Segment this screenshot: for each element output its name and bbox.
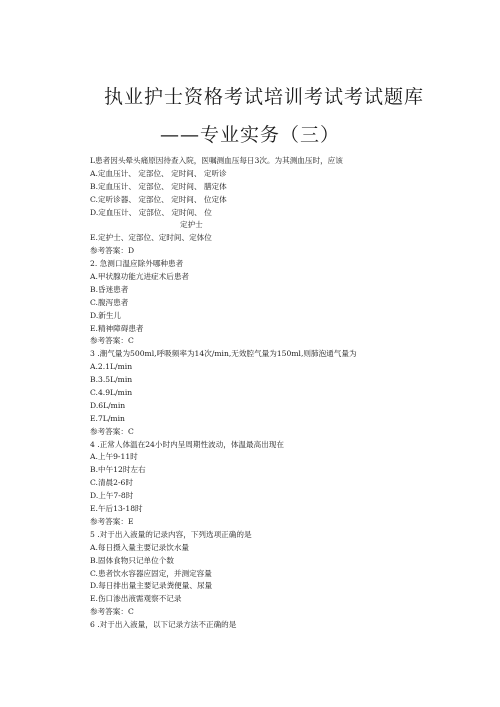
text-line: E.伤口渗出液需观察不记录: [90, 594, 182, 604]
text-line: A.上午9-11时: [90, 452, 138, 462]
answer-line: 参考答案：C: [90, 336, 134, 346]
text-line: E.午后13-18时: [90, 504, 143, 514]
text-line: E.定护士、定部位、定时间、定体位: [90, 233, 212, 243]
text-line: B.3.5L/min: [90, 375, 133, 385]
text-line: A.定血压计、 定部位、 定时间、 定听诊: [90, 168, 227, 178]
text-line: C.定听诊器、 定部位、 定时间、 位定体: [90, 194, 227, 204]
text-line: L患者因头晕头痛原因待查入院，医嘱测血压每日3次。为其测血压时，应该: [90, 156, 343, 165]
page-subtitle: ——专业实务（三）: [159, 124, 340, 146]
question-list: [90, 155, 485, 632]
text-line: C.患者饮水容器应固定，并测定容量: [90, 568, 212, 578]
text-line: B.昏迷患者: [90, 284, 129, 294]
question-line: 3 .潮气量为500ml,呼吸频率为14次/min,无效腔气量为150ml,则肺泡通气量为: [90, 349, 357, 359]
answer-line: 参考答案：C: [90, 426, 134, 436]
answer-line: 参考答案：D: [90, 246, 135, 256]
answer-line: 参考答案：E: [90, 516, 134, 526]
text-line: A.每日摄入量主要记录饮水量: [90, 542, 190, 552]
text-line: E.精神障碍患者: [90, 323, 144, 333]
question-line: 6 .对于出入液量，以下记录方法不正确的是: [90, 620, 237, 630]
answer-line: 参考答案：C: [90, 607, 134, 617]
text-line: A.2.1L/min: [90, 362, 133, 372]
question-line: 2. 急测口温应除外哪种患者: [90, 259, 184, 269]
text-line: E.7L/min: [90, 413, 125, 423]
text-line: D.每日排出量主要记录粪便量、尿量: [90, 581, 213, 591]
text-line: D.6L/min: [90, 400, 126, 410]
text-line: D.上午7-8时: [90, 491, 134, 501]
question-line: 4 .正常人体温在24小时内呈周期性波动，体温最高出现在: [90, 439, 284, 449]
page-title: 执业护士资格考试培训考试考试题库: [103, 86, 424, 108]
text-line: D.新生儿: [90, 310, 122, 320]
text-line: C.腹泻患者: [90, 297, 129, 307]
text-line: B.固体食物只记单位个数: [90, 555, 174, 565]
text-line: B.中午12时左右: [90, 465, 146, 475]
text-line: A.甲状腺功能亢进症术后患者: [90, 272, 190, 282]
text-line: D.定血压计、 定部位、 定时间、 位: [90, 207, 212, 217]
text-line: B.定血压计、 定部位、 定时间、 膳定体: [90, 181, 227, 191]
text-line: 定护士: [180, 220, 203, 230]
question-line: 5 .对于出入液量的记录内容，下列选项正确的是: [90, 529, 252, 539]
text-line: C.清晨2-6时: [90, 478, 133, 488]
text-line: C.4.9L/min: [90, 388, 133, 398]
